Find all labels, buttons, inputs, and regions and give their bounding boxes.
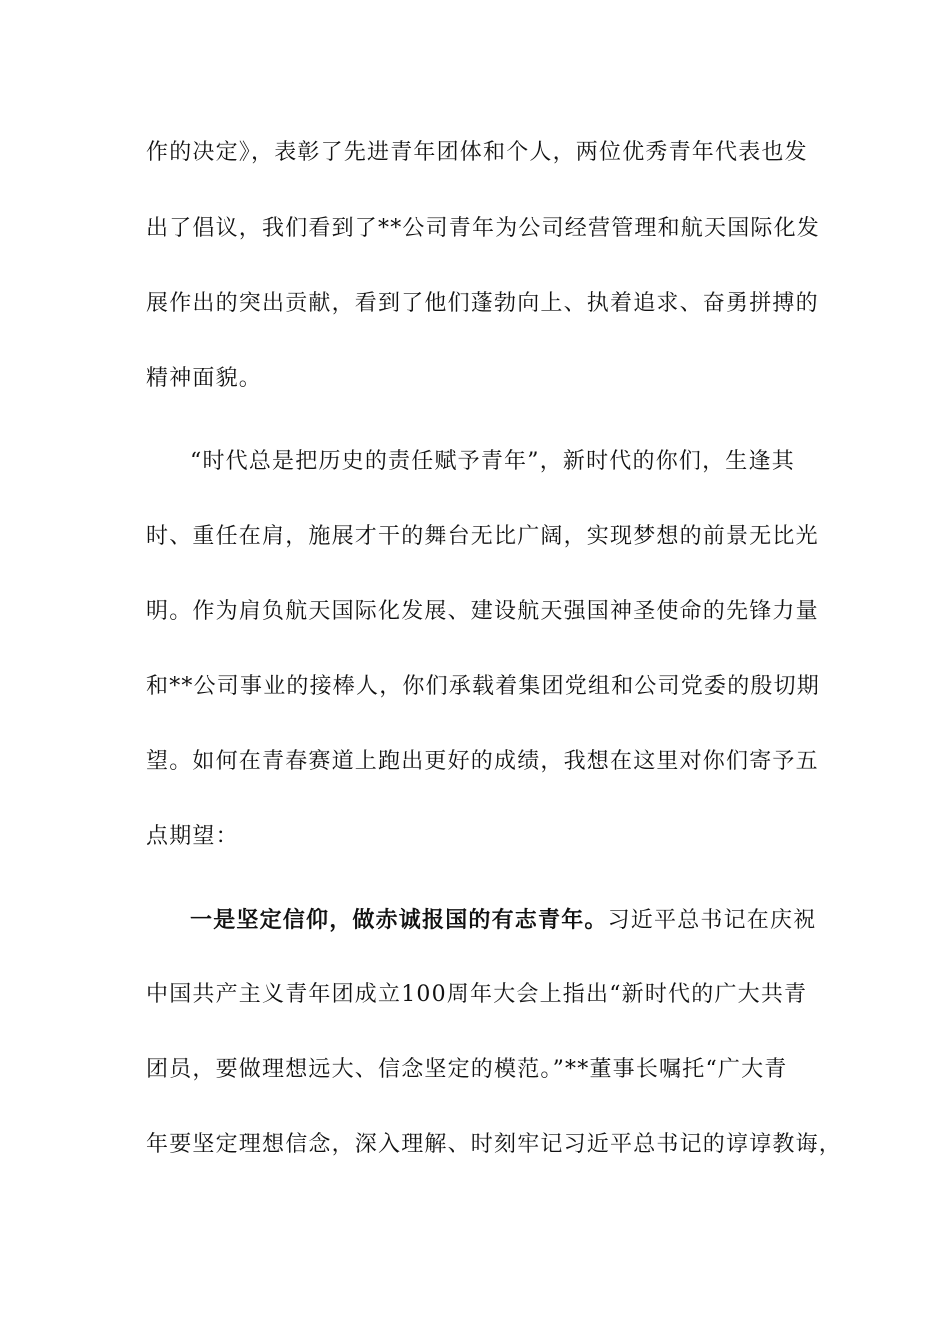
paragraph-3-line-2: 中国共产主义青年团成立100周年大会上指出“新时代的广大共青 xyxy=(146,982,808,1007)
paragraph-2-line-6: 点期望： xyxy=(146,824,239,849)
paragraph-1-line-1: 作的决定》，表彰了先进青年团体和个人，两位优秀青年代表也发 xyxy=(146,140,808,165)
paragraph-2-line-4: 和**公司事业的接棒人，你们承载着集团党组和公司党委的殷切期 xyxy=(146,674,821,699)
paragraph-3-line-3: 团员，要做理想远大、信念坚定的模范。”**董事长嘱托“广大青 xyxy=(146,1057,788,1082)
paragraph-2-line-1: “时代总是把历史的责任赋予青年”，新时代的你们，生逢其 xyxy=(190,449,795,474)
paragraph-1-line-2: 出了倡议，我们看到了**公司青年为公司经营管理和航天国际化发 xyxy=(146,216,821,241)
paragraph-1-line-3: 展作出的突出贡献，看到了他们蓬勃向上、执着追求、奋勇拼搏的 xyxy=(146,291,819,316)
paragraph-3-line-1 xyxy=(190,905,817,936)
paragraph-3-heading: 一是坚定信仰，做赤诚报国的有志青年。 xyxy=(190,907,608,933)
paragraph-2-line-2: 时、重任在肩，施展才干的舞台无比广阔，实现梦想的前景无比光 xyxy=(146,524,819,549)
paragraph-2-line-5: 望。如何在青春赛道上跑出更好的成绩，我想在这里对你们寄予五 xyxy=(146,749,819,774)
paragraph-1-line-4: 精神面貌。 xyxy=(146,366,263,391)
paragraph-2-line-3: 明。作为肩负航天国际化发展、建设航天强国神圣使命的先锋力量 xyxy=(146,599,819,624)
paragraph-3-line-4: 年要坚定理想信念，深入理解、时刻牢记习近平总书记的谆谆教诲， xyxy=(146,1132,843,1157)
paragraph-3-line-1-rest: 习近平总书记在庆祝 xyxy=(607,908,817,933)
